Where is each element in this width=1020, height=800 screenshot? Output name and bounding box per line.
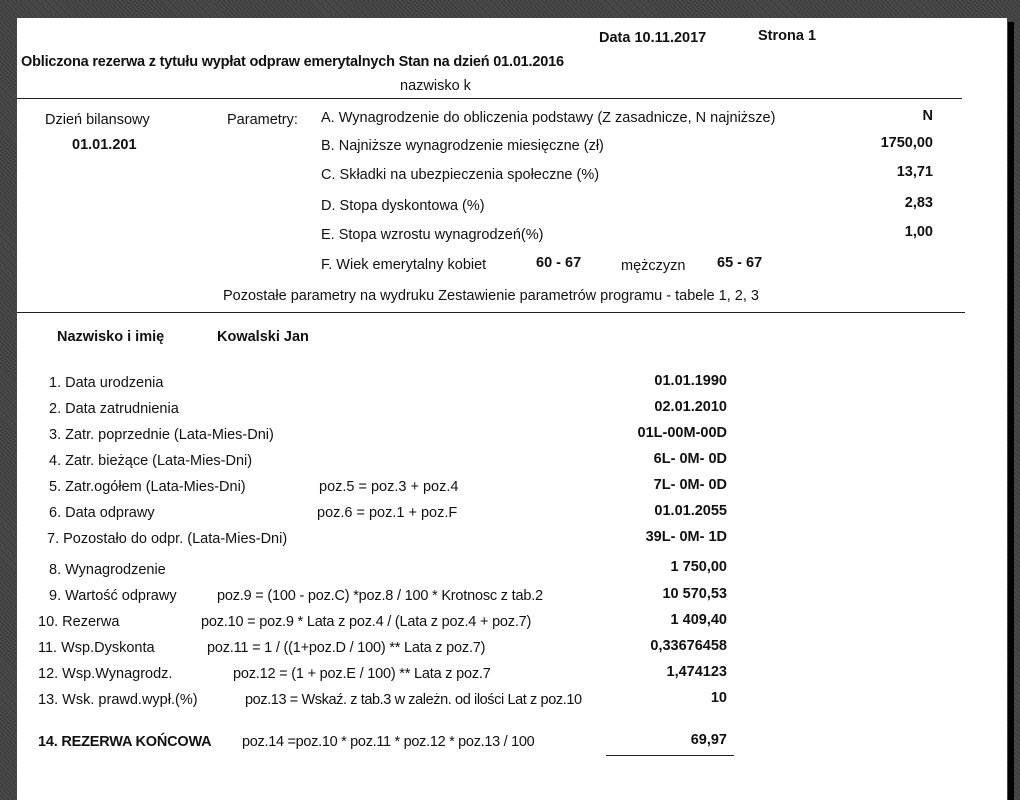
param-d-value: 2,83 <box>904 195 933 211</box>
report-page <box>17 18 1007 800</box>
row-formula: poz.12 = (1 + poz.E / 100) ** Lata z poz.7 <box>233 666 491 682</box>
report-date: Data 10.11.2017 <box>599 30 707 46</box>
row-label: 5. Zatr.ogółem (Lata-Mies-Dni) <box>49 479 246 495</box>
final-underline <box>606 755 734 756</box>
param-e-value: 1,00 <box>904 224 933 240</box>
retirement-age-women: 60 - 67 <box>536 255 582 271</box>
param-a-value: N <box>922 108 933 124</box>
parameters-note: Pozostałe parametry na wydruku Zestawienie parametrów programu - tabele 1, 2, 3 <box>223 288 759 304</box>
row-label: 7. Pozostało do odpr. (Lata-Mies-Dni) <box>47 531 288 547</box>
row-formula: poz.11 = 1 / ((1+poz.D / 100) ** Lata z poz.7) <box>207 640 486 656</box>
param-c-desc: C. Składki na ubezpieczenia społeczne (%) <box>321 167 600 183</box>
row-value: 02.01.2010 <box>654 399 727 415</box>
final-reserve-value: 69,97 <box>690 732 727 748</box>
retirement-age-men: 65 - 67 <box>717 255 763 271</box>
row-formula: poz.10 = poz.9 * Lata z poz.4 / (Lata z poz.4 + poz.7) <box>201 614 532 630</box>
row-label: 1. Data urodzenia <box>49 375 164 391</box>
row-label: 12. Wsp.Wynagrodz. <box>38 666 173 682</box>
final-reserve-label: 14. REZERWA KOŃCOWA <box>38 734 212 750</box>
page-number: Strona 1 <box>758 28 817 44</box>
row-label: 4. Zatr. bieżące (Lata-Mies-Dni) <box>49 453 253 469</box>
row-label: 9. Wartość odprawy <box>49 588 177 604</box>
row-value: 1,474123 <box>666 664 727 680</box>
row-formula: poz.13 = Wskaź. z tab.3 w zależn. od ilości Lat z poz.10 <box>245 692 582 708</box>
row-value: 01.01.2055 <box>654 503 727 519</box>
row-label: 3. Zatr. poprzednie (Lata-Mies-Dni) <box>49 427 274 443</box>
row-label: 10. Rezerwa <box>38 614 120 630</box>
row-formula: poz.5 = poz.3 + poz.4 <box>319 479 459 495</box>
report-title: Obliczona rezerwa z tytułu wypłat odpraw emerytalnych Stan na dzień 01.01.2016 <box>21 54 564 70</box>
retirement-men-label: mężczyzn <box>621 258 686 274</box>
row-value: 6L- 0M- 0D <box>653 451 727 467</box>
final-reserve-formula: poz.14 =poz.10 * poz.11 * poz.12 * poz.13 / 100 <box>242 734 535 750</box>
person-name: Kowalski Jan <box>217 329 309 345</box>
row-label: 13. Wsk. prawd.wypł.(%) <box>38 692 198 708</box>
param-a-desc: A. Wynagrodzenie do obliczenia podstawy (Z zasadnicze, N najniższe) <box>321 110 776 126</box>
param-b-value: 1750,00 <box>880 135 933 151</box>
row-label: 11. Wsp.Dyskonta <box>38 640 155 656</box>
row-value: 10 <box>710 690 727 706</box>
row-value: 01.01.1990 <box>654 373 727 389</box>
divider-top <box>17 98 962 99</box>
param-b-desc: B. Najniższe wynagrodzenie miesięczne (zł) <box>321 138 604 154</box>
balance-day-value: 01.01.201 <box>72 137 137 153</box>
row-value: 7L- 0M- 0D <box>653 477 727 493</box>
parameters-label: Parametry: <box>227 112 298 128</box>
row-value: 01L-00M-00D <box>637 425 727 441</box>
param-f-desc: F. Wiek emerytalny kobiet <box>321 257 487 273</box>
row-value: 0,33676458 <box>650 638 727 654</box>
row-value: 39L- 0M- 1D <box>645 529 727 545</box>
param-d-desc: D. Stopa dyskontowa (%) <box>321 198 485 214</box>
row-value: 1 409,40 <box>670 612 727 628</box>
row-formula: poz.6 = poz.1 + poz.F <box>317 505 458 521</box>
row-label: 6. Data odprawy <box>49 505 155 521</box>
report-subtitle: nazwisko k <box>400 78 471 94</box>
row-label: 8. Wynagrodzenie <box>49 562 166 578</box>
row-value: 10 570,53 <box>662 586 727 602</box>
page-shadow <box>1008 22 1014 800</box>
row-formula: poz.9 = (100 - poz.C) *poz.8 / 100 * Krotnosc z tab.2 <box>217 588 543 604</box>
balance-day-label: Dzień bilansowy <box>45 112 150 128</box>
row-value: 1 750,00 <box>670 559 727 575</box>
divider-middle <box>17 312 965 313</box>
param-c-value: 13,71 <box>896 164 933 180</box>
param-e-desc: E. Stopa wzrostu wynagrodzeń(%) <box>321 227 544 243</box>
person-label: Nazwisko i imię <box>57 329 165 345</box>
row-label: 2. Data zatrudnienia <box>49 401 179 417</box>
